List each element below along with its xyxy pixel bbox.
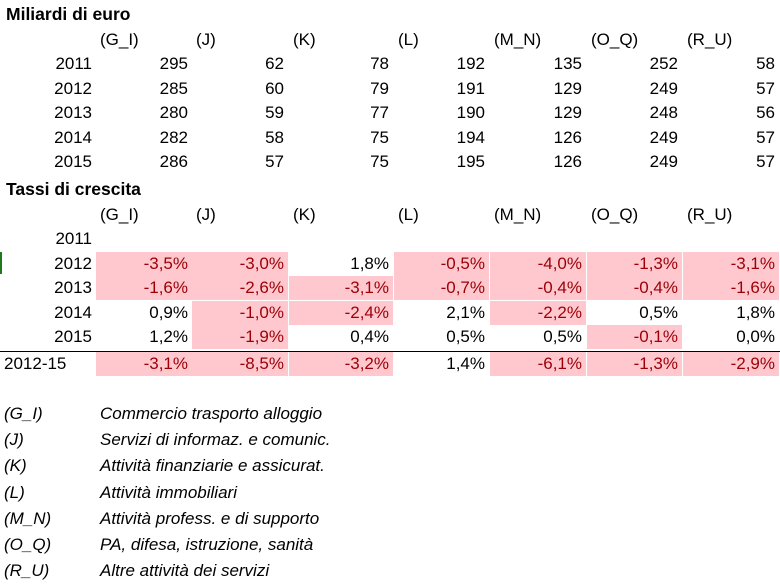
growth-rate-cell: 0,5%: [446, 327, 485, 346]
growth-rate-cell: [394, 227, 489, 251]
value-cell: 57: [756, 78, 775, 98]
cumulative-row: [0, 352, 780, 376]
value-cell: 129: [553, 103, 582, 122]
legend-code: (O_Q): [4, 535, 52, 554]
growth-rate-cell: [587, 227, 682, 251]
growth-rate-cell: 0,5%: [543, 327, 582, 346]
cumulative-rate-cell: -8,5%: [192, 352, 288, 376]
value-cell: 249: [649, 78, 678, 98]
legend-code: (L): [4, 482, 25, 502]
growth-rate-cell: -3,1%: [289, 276, 393, 300]
growth-rate-cell: 1,2%: [149, 327, 188, 346]
value-cell: 191: [456, 78, 485, 98]
value-cell: 75: [370, 127, 389, 147]
year-label: 2012: [54, 253, 92, 273]
column-header: (L): [398, 30, 419, 49]
growth-rate-cell: -1,6%: [683, 276, 779, 300]
value-cell: 126: [553, 127, 582, 147]
growth-rate-cell: [192, 227, 288, 251]
levels-section-title: Miliardi di euro: [6, 4, 131, 24]
growth-rate-cell: [96, 227, 192, 251]
column-header: (G_I): [100, 205, 139, 224]
value-cell: 129: [553, 78, 582, 98]
levels-row: [0, 150, 780, 174]
cumulative-rate-cell: -3,1%: [96, 352, 192, 376]
levels-row: [0, 52, 780, 76]
year-label: 2014: [54, 127, 92, 147]
legend-item: [0, 401, 780, 427]
growth-rate-cell: [490, 227, 586, 251]
cumulative-rate-cell: -1,3%: [587, 352, 682, 376]
growth-row: [0, 252, 780, 276]
growth-rate-cell: -1,6%: [96, 276, 192, 300]
column-header: (G_I): [100, 30, 139, 49]
column-header: (R_U): [687, 205, 733, 224]
growth-rate-cell: -0,1%: [587, 325, 682, 349]
cumulative-label: 2012-15: [4, 354, 67, 373]
growth-rate-cell: -4,0%: [490, 252, 586, 276]
growth-rate-cell: -1,0%: [192, 301, 288, 325]
value-cell: 56: [756, 103, 775, 122]
column-header: (M_N): [494, 30, 542, 49]
column-header: (M_N): [494, 205, 542, 224]
year-label: 2011: [55, 54, 92, 73]
year-label: 2013: [54, 278, 92, 297]
growth-rate-cell: -3,0%: [192, 252, 288, 276]
value-cell: 79: [370, 78, 389, 98]
growth-rate-cell: -2,6%: [192, 276, 288, 300]
legend-item: [0, 558, 780, 584]
value-cell: 135: [553, 54, 582, 73]
column-header: (K): [293, 30, 316, 49]
year-label: 2015: [54, 152, 92, 171]
column-header: (L): [398, 205, 419, 224]
cell-indicator: [0, 252, 2, 274]
value-cell: 295: [159, 54, 188, 73]
growth-rate-cell: 0,5%: [639, 302, 678, 322]
column-header: (J): [196, 30, 216, 49]
legend-code: (M_N): [4, 508, 52, 528]
value-cell: 249: [649, 127, 678, 147]
levels-row: [0, 126, 780, 150]
legend-description: Commercio trasporto alloggio: [100, 404, 323, 423]
column-header: (R_U): [687, 30, 733, 49]
growth-rate-cell: 1,8%: [736, 302, 775, 322]
value-cell: 57: [756, 127, 775, 147]
value-cell: 58: [756, 54, 775, 73]
growth-row: [0, 325, 780, 349]
growth-row: [0, 227, 780, 251]
legend-code: (G_I): [4, 404, 43, 423]
legend-code: (J): [4, 430, 24, 450]
column-header: (O_Q): [591, 205, 639, 224]
levels-row: [0, 101, 780, 125]
legend-code: (R_U): [4, 561, 50, 581]
levels-header-row: [0, 28, 780, 52]
growth-rate-cell: -2,4%: [289, 301, 393, 325]
growth-rate-cell: 0,0%: [736, 327, 775, 346]
growth-rate-cell: -0,4%: [587, 276, 682, 300]
legend-item: [0, 480, 780, 506]
value-cell: 57: [265, 152, 284, 171]
legend-item: [0, 506, 780, 532]
cumulative-rate-cell: 1,4%: [446, 354, 485, 373]
legend-description: Attività finanziarie e assicurat.: [100, 456, 325, 476]
growth-section-title: Tassi di crescita: [6, 179, 141, 199]
legend-code: (K): [4, 456, 27, 476]
cumulative-rate-cell: -3,2%: [289, 352, 393, 376]
value-cell: 60: [265, 78, 284, 98]
legend-item: [0, 532, 780, 558]
growth-rate-cell: 0,4%: [350, 327, 389, 346]
year-label: 2013: [54, 103, 92, 122]
growth-rate-cell: 1,8%: [350, 253, 389, 273]
growth-rate-cell: -2,2%: [490, 301, 586, 325]
growth-header-row: [0, 203, 780, 227]
legend-description: Attività immobiliari: [100, 482, 237, 502]
value-cell: 75: [370, 152, 389, 171]
value-cell: 77: [370, 103, 389, 122]
value-cell: 280: [159, 103, 188, 122]
growth-row: [0, 276, 780, 300]
growth-rate-cell: -1,3%: [587, 252, 682, 276]
year-label: 2012: [54, 78, 92, 98]
value-cell: 194: [456, 127, 485, 147]
value-cell: 252: [649, 54, 678, 73]
growth-rate-cell: [289, 227, 393, 251]
growth-rate-cell: -1,9%: [192, 325, 288, 349]
value-cell: 126: [553, 152, 582, 171]
legend-description: Servizi di informaz. e comunic.: [100, 430, 331, 450]
growth-rate-cell: -3,5%: [96, 252, 192, 276]
growth-rate-cell: 0,9%: [149, 302, 188, 322]
value-cell: 249: [649, 152, 678, 171]
value-cell: 78: [370, 54, 389, 73]
value-cell: 285: [159, 78, 188, 98]
growth-rate-cell: 2,1%: [446, 302, 485, 322]
growth-rate-cell: -3,1%: [683, 252, 779, 276]
value-cell: 248: [649, 103, 678, 122]
value-cell: 195: [456, 152, 485, 171]
legend-item: [0, 453, 780, 479]
value-cell: 57: [756, 152, 775, 171]
column-header: (O_Q): [591, 30, 639, 49]
year-label: 2014: [54, 302, 92, 322]
legend-item: [0, 427, 780, 453]
cumulative-rate-cell: -6,1%: [490, 352, 586, 376]
value-cell: 62: [265, 54, 284, 73]
legend-description: PA, difesa, istruzione, sanità: [100, 535, 314, 554]
legend-description: Altre attività dei servizi: [100, 561, 270, 581]
value-cell: 282: [159, 127, 188, 147]
column-header: (J): [196, 205, 216, 224]
value-cell: 190: [456, 103, 485, 122]
legend-description: Attività profess. e di supporto: [100, 508, 320, 528]
value-cell: 286: [159, 152, 188, 171]
column-header: (K): [293, 205, 316, 224]
value-cell: 59: [265, 103, 284, 122]
growth-row: [0, 301, 780, 325]
levels-row: [0, 77, 780, 101]
growth-rate-cell: -0,7%: [394, 276, 489, 300]
year-label: 2011: [55, 229, 92, 248]
year-label: 2015: [54, 327, 92, 346]
growth-rate-cell: [683, 227, 779, 251]
cumulative-rate-cell: -2,9%: [683, 352, 779, 376]
value-cell: 58: [265, 127, 284, 147]
growth-rate-cell: -0,5%: [394, 252, 489, 276]
growth-rate-cell: -0,4%: [490, 276, 586, 300]
value-cell: 192: [456, 54, 485, 73]
